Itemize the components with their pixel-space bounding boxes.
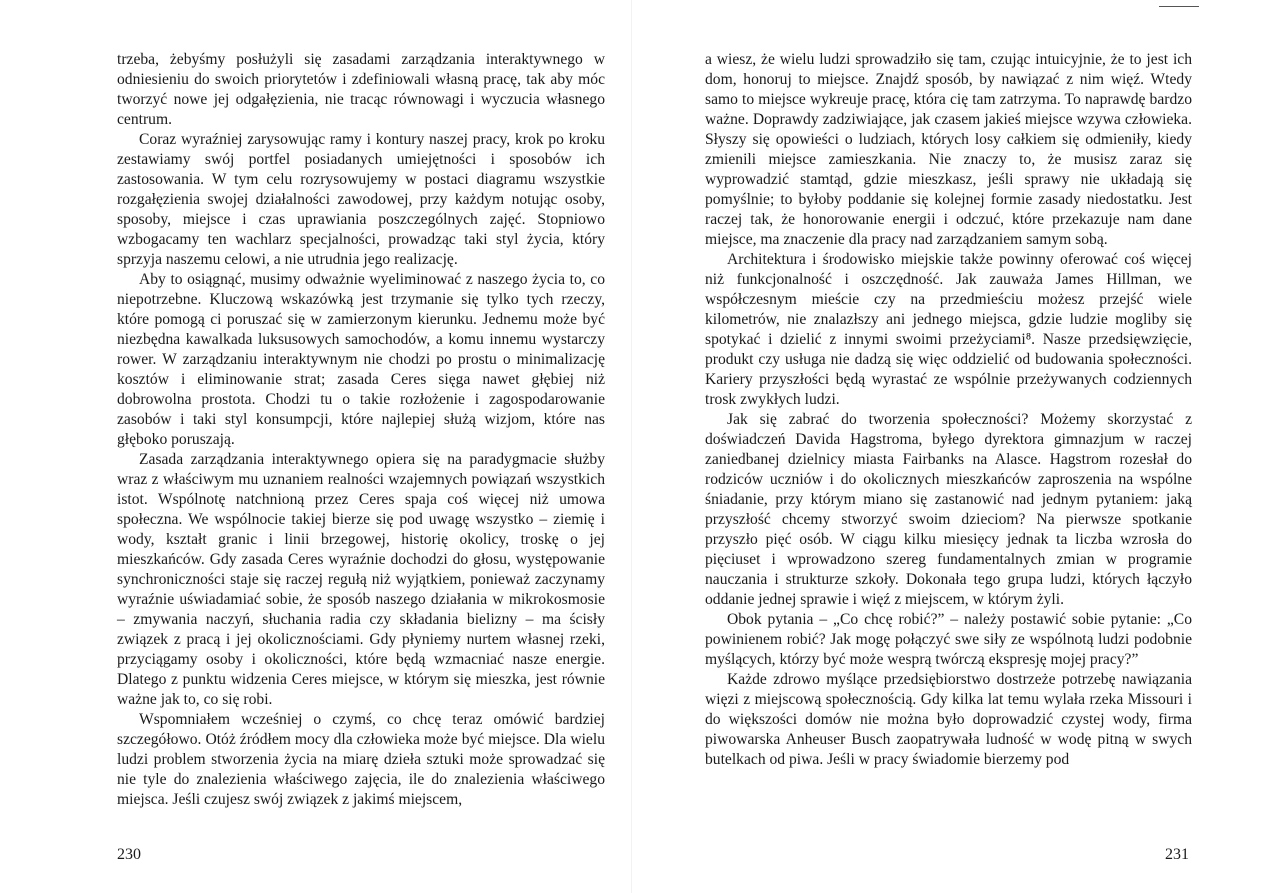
- left-page: [0, 0, 631, 893]
- paragraph: Jak się zabrać do tworzenia społeczności? Możemy skorzystać z doświadczeń Davida Hagstroma, byłego dyrektora gimnazjum w raczej zaniedbanej dzielnicy miasta Fairbanks na Alasce. Hagstrom rozesłał do rodziców uczniów i do okolicznych mieszkańców zaproszenia na wspólne śniadanie, przy którym miano się zastanowić nad jednym pytaniem: jaką przyszłość chcemy stworzyć swoim dzieciom? Na pierwsze spotkanie przyszło pięć osób. W ciągu kilku miesięcy jednak ta liczba wzrosła do pięciuset i wprowadzono szereg fundamentalnych zmian w programie nauczania i strukturze szkoły. Dokonała tego grupa ludzi, których łączyło oddanie jednej sprawie i więź z miejscem, w którym żyli.: [705, 411, 1192, 608]
- paragraph: Każde zdrowo myślące przedsiębiorstwo dostrzeże potrzebę nawiązania więzi z miejscową społecznością. Gdy kilka lat temu wylała rzeka Missouri i do większości domów nie można było doprowadzić czystej wody, firma piwowarska Anheuser Busch zaopatrywała ludność w wodę pitną w swych butelkach od piwa. Jeśli w pracy świadomie bierzemy pod: [705, 671, 1192, 768]
- paragraph: Coraz wyraźniej zarysowując ramy i kontury naszej pracy, krok po kroku zestawiamy swój portfel posiadanych umiejętności i sposobów ich zastosowania. W tym celu rozrysowujemy w postaci diagramu wszystkie rozgałęzienia swojej działalności zawodowej, przy każdym notując osoby, sposoby, miejsce i czas uprawiania poszczególnych zajęć. Stopniowo wzbogacamy ten wachlarz specjalności, prowadząc taki styl życia, który sprzyja naszemu celowi, a nie utrudnia jego realizację.: [117, 131, 605, 268]
- paragraph: Obok pytania – „Co chcę robić?” – należy postawić sobie pytanie: „Co powinienem robić? Jak mogę połączyć swe siły ze wspólnotą ludzi podobnie myślących, którzy być może wesprą twórczą ekspresję mojej pracy?”: [705, 611, 1192, 668]
- left-page-body: [117, 50, 605, 810]
- paragraph: Zasada zarządzania interaktywnego opiera się na paradygmacie służby wraz z właściwym mu uznaniem realności wzajemnych powiązań wszystkich istot. Wspólnotę natchnioną przez Ceres spaja coś więcej niż umowa społeczna. We wspólnocie takiej bierze się pod uwagę wszystko – ziemię i wody, kształt granic i linii brzegowej, historię okolicy, troskę o jej mieszkańców. Gdy zasada Ceres wyraźnie dochodzi do głosu, występowanie synchroniczności staje się raczej regułą niż wyjątkiem, ponieważ zaczynamy wyraźnie uświadamiać sobie, że sposób naszego działania w mikrokosmosie – zmywania naczyń, słuchania radia czy składania bielizny – ma ścisły związek z pracą i jej okolicznościami. Gdy płyniemy nurtem własnej rzeki, przyciągamy osoby i okoliczności, które będą wzmacniać nasze energie. Dlatego z punktu widzenia Ceres miejsce, w którym się mieszka, jest równie ważne jak to, co się robi.: [117, 451, 605, 708]
- right-page-body: [705, 50, 1192, 770]
- paragraph: Aby to osiągnąć, musimy odważnie wyeliminować z naszego życia to, co niepotrzebne. Kluczową wskazówką jest trzymanie się tylko tych rzeczy, które pomogą ci poruszać się w zamierzonym kierunku. Jednemu może być niezbędna kawalkada luksusowych samochodów, a komu innemu wystarczy rower. W zarządzaniu interaktywnym nie chodzi po prostu o minimalizację kosztów i eliminowanie strat; zasada Ceres sięga nawet głębiej niż dobrowolna prostota. Chodzi tu o takie rozłożenie i zagospodarowanie zasobów i taki styl konsumpcji, które najlepiej służą wizjom, które nas głęboko poruszają.: [117, 271, 605, 448]
- paragraph: a wiesz, że wielu ludzi sprowadziło się tam, czując intuicyjnie, że to jest ich dom, honoruj to miejsce. Znajdź sposób, by nawiązać z nim więź. Wtedy samo to miejsce wykreuje pracę, która cię tam zatrzyma. To naprawdę bardzo ważne. Doprawdy zadziwiające, jak czasem jakieś miejsce wzywa człowieka. Słyszy się opowieści o ludziach, których losy całkiem się odmieniły, kiedy zmienili miejsce zamieszkania. Nie znaczy to, że musisz zaraz się wyprowadzić stamtąd, gdzie mieszkasz, jeśli sprawy nie układają się pomyślnie; to byłoby poddanie się kolejnej formie zasady niedostatku. Jest raczej tak, że honorowanie energii i odczuć, które przekazuje nam dane miejsce, ma znaczenie dla pracy nad zarządzaniem samym sobą.: [705, 51, 1192, 248]
- page-number: 230: [117, 846, 141, 863]
- paragraph: trzeba, żebyśmy posłużyli się zasadami zarządzania interaktywnego w odniesieniu do swoich priorytetów i zdefiniowali własną pracę, tak aby móc tworzyć nowe jej odgałęzienia, nie tracąc równowagi i wyczucia własnego centrum.: [117, 51, 605, 128]
- page-number: 231: [1165, 846, 1189, 863]
- paragraph: Architektura i środowisko miejskie także powinny oferować coś więcej niż funkcjonalność i oszczędność. Jak zauważa James Hillman, we współczesnym mieście czy na przedmieściu możesz przejść wiele kilometrów, nie znalazłszy ani jednego miejsca, gdzie ludzie mogliby się spotykać i dzielić z innymi swoimi przeżyciami⁸. Nasze przedsięwzięcie, produkt czy usługa nie dadzą się więc oddzielić od budowania społeczności. Kariery przyszłości będą wyrastać ze wspólnie przeżywanych codziennych trosk zwykłych ludzi.: [705, 251, 1192, 408]
- paragraph: Wspomniałem wcześniej o czymś, co chcę teraz omówić bardziej szczegółowo. Otóż źródłem mocy dla człowieka może być miejsce. Dla wielu ludzi problem stworzenia życia na miarę dzieła sztuki może sprowadzać się nie tyle do znalezienia właściwego zajęcia, ile do znalezienia właściwego miejsca. Jeśli czujesz swój związek z jakimś miejscem,: [117, 711, 605, 808]
- right-page: [632, 0, 1263, 893]
- scan-edge-mark: [1159, 6, 1199, 7]
